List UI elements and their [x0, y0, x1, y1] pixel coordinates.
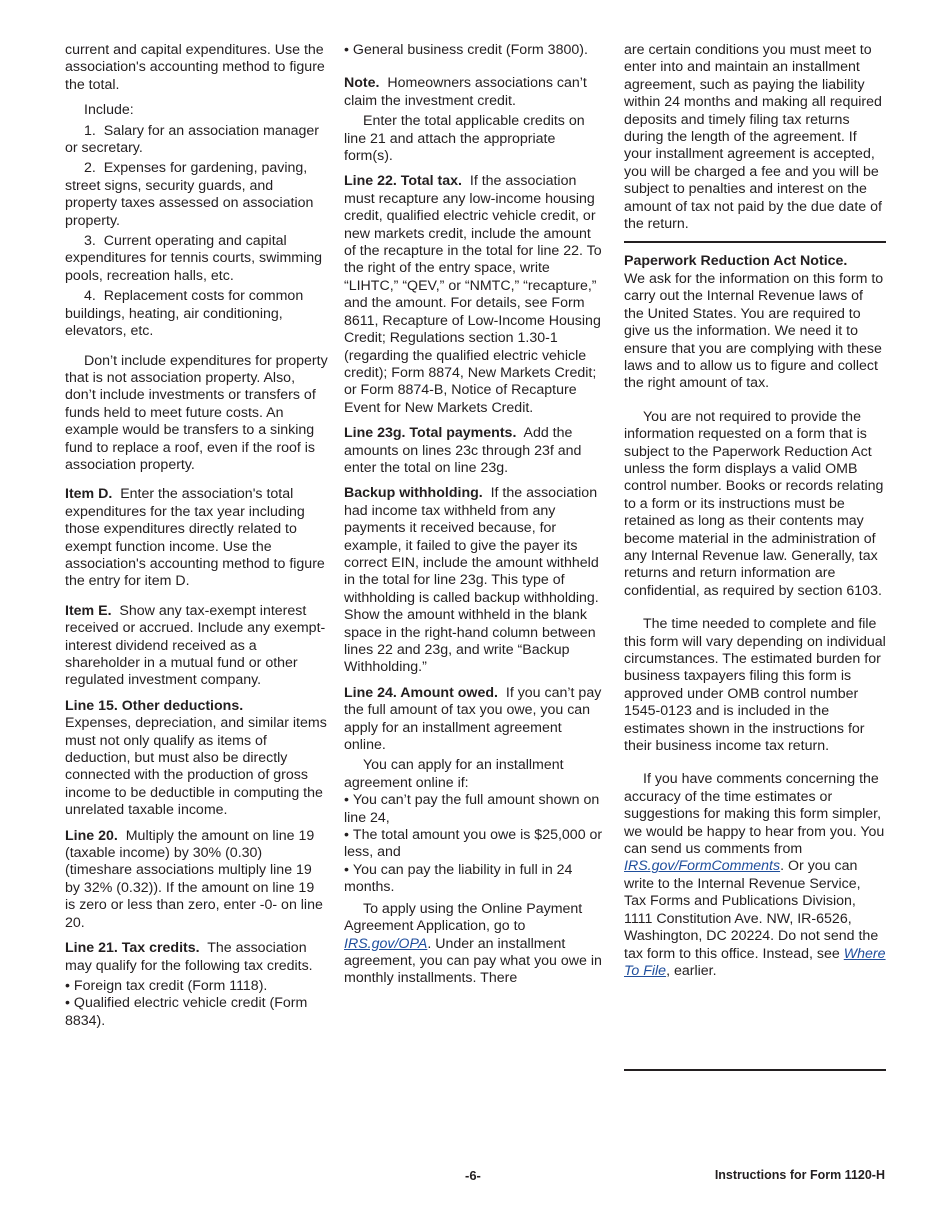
- credit-bullet: • General business credit (Form 3800).: [344, 42, 606, 59]
- apply-bullet: • The total amount you owe is $25,000 or less, and: [344, 827, 606, 862]
- apply-bullet: • You can’t pay the full amount shown on line 24,: [344, 792, 606, 827]
- where-to-file-link[interactable]: Where To File: [624, 945, 886, 979]
- column-3: [624, 42, 886, 988]
- footer-doc-title: Instructions for Form 1120-H: [714, 1168, 885, 1182]
- opa-link[interactable]: IRS.gov/OPA: [344, 935, 428, 952]
- apply-bullet: • You can pay the liability in full in 24 months.: [344, 862, 606, 897]
- item-d-text: Enter the association's total expenditures for the tax year including those expenditures directly related to exempt function income. Use the association's accounting method to figure the entry for item D.: [65, 486, 325, 590]
- not-required-paragraph: You are not required to provide the information requested on a form that is subject to the Paperwork Reduction Act unless the form displays a valid OMB control number. Books or records relating to a form or its instructions must be retained as long as their contents may become material in the administration of any Internal Revenue law. Generally, tax returns and return information are confidential, as required by section 6103.: [624, 408, 884, 599]
- line23g-section: [344, 425, 606, 477]
- section-divider: [624, 241, 886, 243]
- time-needed-paragraph: The time needed to complete and file this form will vary depending on individual circumstances. The estimated burden for business taxpayers filing this form is approved under OMB control number 1545-0123 and is included in the estimates shown in the instructions for their business income tax return.: [624, 616, 886, 755]
- line20-section: [65, 828, 328, 932]
- opa-text-pre: To apply using the Online Payment Agreement Application, go to: [344, 900, 583, 935]
- line22-text: If the association must recapture any low-income housing credit, qualified electric vehicle credit, or new markets credit, include the amount of the recapture in the total for line 22. To the right of the entry space, write “LIHTC,” “QEV,” or “NMTC,” “recapture,” and the amount. For details, see Form 8611, Recapture of Low-Income Housing Credit; Regulations section 1.30-1 (regarding the qualified electric vehicle credit); Form 8874, New Markets Credit; or Form 8874-B, Notice of Recapture Event for New Markets Credit.: [344, 173, 602, 416]
- opa-text-post: . Under an installment agreement, you can pay what you owe in monthly installments. There: [344, 935, 602, 987]
- include-item: 3. Current operating and capital expenditures for tennis courts, swimming pools, recreation halls, etc.: [65, 233, 323, 284]
- note-section: [344, 75, 606, 110]
- end-rule: [624, 1069, 886, 1071]
- backup-text: If the association had income tax withheld from any payments it received because, for example, it failed to give the payer its correct EIN, include the amount withheld in the total for line 23g. This type of withholding is called backup withholding. Show the amount withheld in the blank space in the right-hand column between lines 22 and 23g, and write “Backup Withholding.”: [344, 485, 599, 676]
- comments-text-pre: If you have comments concerning the accuracy of the time estimates or suggestions for making this form simpler, we would be happy to hear from you. You can send us comments from: [624, 771, 885, 858]
- line15-section: [65, 698, 328, 820]
- enter-credits-paragraph: Enter the total applicable credits on line 21 and attach the appropriate form(s).: [344, 113, 585, 165]
- note-heading: Note.: [344, 75, 380, 92]
- note-text: Homeowners associations can’t claim the investment credit.: [344, 75, 587, 109]
- item-e-text: Show any tax-exempt interest received or accrued. Include any exempt-interest dividend received as a shareholder in a mutual fund or other regulated investment company.: [65, 602, 326, 689]
- line20-text: Multiply the amount on line 19 (taxable income) by 30% (0.30) (timeshare associations multiply line 19 by 32% (0.32)). If the amount on line 19 is zero or less than zero, enter -0- on line 20.: [65, 827, 323, 931]
- opa-paragraph: [344, 901, 606, 988]
- line24-heading: Line 24. Amount owed.: [344, 684, 498, 701]
- form-comments-link[interactable]: IRS.gov/FormComments: [624, 858, 781, 875]
- column-2: [344, 42, 606, 996]
- line15-text: Expenses, depreciation, and similar items must not only qualify as items of deduction, but must also be directly connected with the production of gross income to be deductible in computing the unrelated taxable income.: [65, 715, 327, 819]
- line21-text: The association may qualify for the following tax credits.: [65, 940, 313, 974]
- item-d-section: [65, 486, 328, 590]
- line24-text: If you can’t pay the full amount of tax you owe, you can apply for an installment agreement online.: [344, 684, 602, 754]
- line21-section: [65, 940, 328, 975]
- comments-text-mid: . Or you can write to the Internal Revenue Service, Tax Forms and Publications Division, 1111 Constitution Ave. NW, IR-6526, Washington, DC 20224. Do not send the tax form to this office. Instead, see: [624, 858, 879, 962]
- credit-bullet: • Qualified electric vehicle credit (Form 8834).: [65, 995, 328, 1030]
- pra-heading: Paperwork Reduction Act Notice.: [624, 253, 848, 270]
- apply-online-paragraph: You can apply for an installment agreement online if:: [344, 757, 564, 791]
- item-e-section: [65, 603, 328, 690]
- credit-bullet: • Foreign tax credit (Form 1118).: [65, 978, 328, 995]
- line23g-heading: Line 23g. Total payments.: [344, 425, 517, 442]
- installment-continuation: are certain conditions you must meet to enter into and maintain an installment agreement, such as paying the liability within 24 months and making all required deposits and timely filing tax returns during the length of the agreement. If your installment agreement is accepted, you will be charged a fee and you will be subject to penalties and interest on the amount of tax not paid by the due date of the return.: [624, 42, 882, 233]
- line21-heading: Line 21. Tax credits.: [65, 940, 200, 957]
- item-d-heading: Item D.: [65, 486, 113, 503]
- include-item: 1. Salary for an association manager or secretary.: [65, 122, 320, 157]
- line22-heading: Line 22. Total tax.: [344, 173, 462, 190]
- dont-include-paragraph: Don’t include expenditures for property that is not association property. Also, don’t include investments or transfers of funds held to meet future costs. An example would be transfers to a sinking fund to replace a roof, even if the roof is association property.: [65, 352, 328, 473]
- comments-paragraph: [624, 771, 886, 980]
- line24-section: [344, 685, 606, 755]
- intro-paragraph: current and capital expenditures. Use the association's accounting method to figure the total.: [65, 42, 325, 93]
- line20-heading: Line 20.: [65, 827, 118, 844]
- line23g-text: Add the amounts on lines 23c through 23f and enter the total on line 23g.: [344, 425, 582, 476]
- backup-section: [344, 485, 606, 676]
- pra-text: We ask for the information on this form to carry out the Internal Revenue laws of the United States. You are required to give us the information. We need it to ensure that you are complying with these laws and to allow us to figure and collect the right amount of tax.: [624, 270, 884, 392]
- column-1: [65, 42, 328, 1030]
- include-item: 4. Replacement costs for common buildings, heating, air conditioning, elevators, etc.: [65, 288, 304, 340]
- backup-heading: Backup withholding.: [344, 485, 483, 502]
- include-label: Include:: [84, 102, 134, 119]
- comments-text-post: , earlier.: [666, 962, 717, 979]
- include-item: 2. Expenses for gardening, paving, street signs, security guards, and property taxes assessed on association property.: [65, 160, 314, 229]
- page-number: -6-: [465, 1168, 481, 1183]
- pra-section: [624, 253, 886, 392]
- line22-section: [344, 173, 606, 417]
- line15-heading: Line 15. Other deductions.: [65, 697, 244, 714]
- item-e-heading: Item E.: [65, 602, 112, 619]
